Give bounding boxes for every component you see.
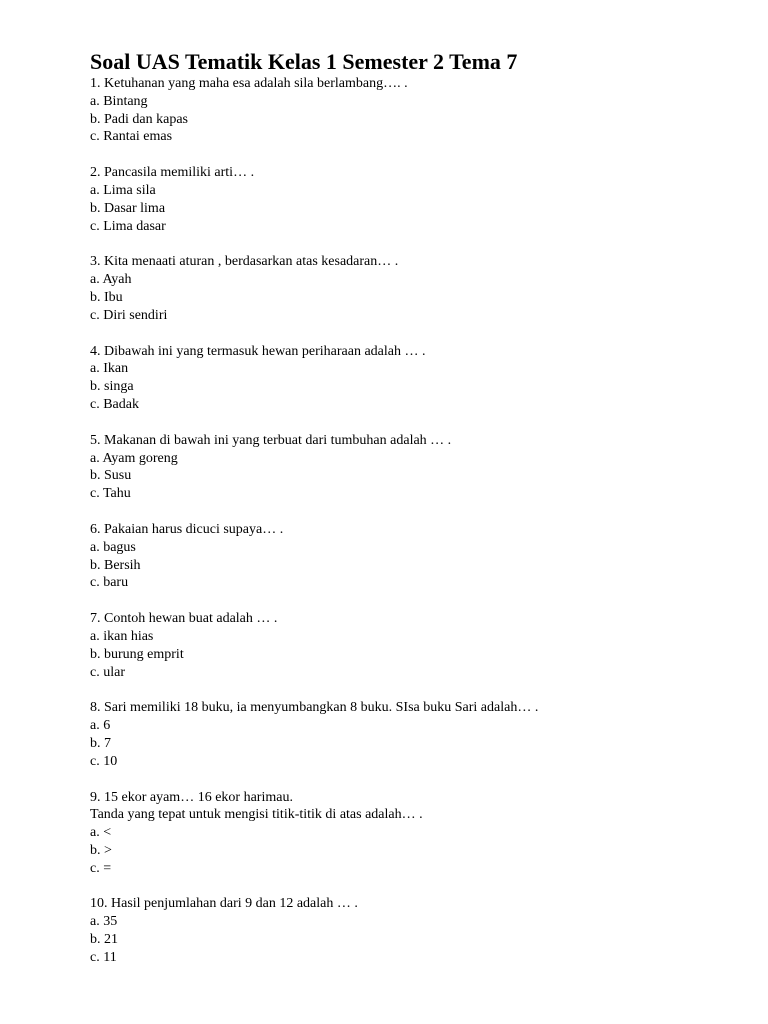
question-10 <box>90 895 730 966</box>
answer-option: b. Dasar lima <box>90 200 166 216</box>
question-text: 5. Makanan di bawah ini yang terbuat dari tumbuhan adalah … . <box>90 432 452 448</box>
question-3 <box>90 253 730 324</box>
answer-option: c. 10 <box>90 753 118 769</box>
answer-option: c. 11 <box>90 949 117 965</box>
answer-option: c. = <box>90 860 112 876</box>
question-4 <box>90 343 730 414</box>
question-text: 4. Dibawah ini yang termasuk hewan periharaan adalah … . <box>90 343 426 359</box>
answer-option: b. 21 <box>90 932 118 948</box>
answer-option: c. Tahu <box>90 486 131 502</box>
answer-option: a. Ayah <box>90 272 132 288</box>
question-text: 9. 15 ekor ayam… 16 ekor harimau. <box>90 789 293 805</box>
question-1 <box>90 75 730 146</box>
answer-option: a. < <box>90 825 112 841</box>
question-text: 6. Pakaian harus dicuci supaya… . <box>90 521 284 537</box>
answer-option: c. Diri sendiri <box>90 307 168 323</box>
question-7 <box>90 610 730 681</box>
answer-option: a. Bintang <box>90 93 148 109</box>
question-list <box>90 75 730 967</box>
answer-option: c. baru <box>90 575 129 591</box>
answer-option: c. Rantai emas <box>90 129 173 145</box>
question-text: 3. Kita menaati aturan , berdasarkan atas kesadaran… . <box>90 254 399 270</box>
answer-option: b. Susu <box>90 468 132 484</box>
answer-option: b. Ibu <box>90 289 123 305</box>
answer-option: b. burung emprit <box>90 646 184 662</box>
answer-option: b. 7 <box>90 735 111 751</box>
answer-option: a. ikan hias <box>90 628 154 644</box>
answer-option: a. 6 <box>90 718 111 734</box>
question-text: 2. Pancasila memiliki arti… . <box>90 165 255 181</box>
question-5 <box>90 432 730 503</box>
answer-option: c. Lima dasar <box>90 218 166 234</box>
question-text: 7. Contoh hewan buat adalah … . <box>90 611 278 627</box>
answer-option: a. 35 <box>90 914 118 930</box>
answer-option: b. > <box>90 842 112 858</box>
document-page <box>90 49 730 985</box>
answer-option: b. Bersih <box>90 557 141 573</box>
answer-option: a. Ayam goreng <box>90 450 178 466</box>
question-text: 1. Ketuhanan yang maha esa adalah sila berlambang…. . <box>90 76 408 91</box>
answer-option: a. Ikan <box>90 361 129 377</box>
question-text: 8. Sari memiliki 18 buku, ia menyumbangkan 8 buku. SIsa buku Sari adalah… . <box>90 700 539 716</box>
question-2 <box>90 164 730 235</box>
question-6 <box>90 521 730 592</box>
question-text: Tanda yang tepat untuk mengisi titik-titik di atas adalah… . <box>90 807 423 823</box>
answer-option: c. Badak <box>90 396 139 412</box>
question-text: 10. Hasil penjumlahan dari 9 dan 12 adalah … . <box>90 896 358 912</box>
answer-option: a. bagus <box>90 539 136 555</box>
answer-option: b. singa <box>90 379 134 395</box>
document-title: Soal UAS Tematik Kelas 1 Semester 2 Tema 7 <box>90 49 518 74</box>
answer-option: c. ular <box>90 664 125 680</box>
question-8 <box>90 699 730 770</box>
question-9 <box>90 789 730 878</box>
answer-option: a. Lima sila <box>90 182 156 198</box>
answer-option: b. Padi dan kapas <box>90 111 188 127</box>
